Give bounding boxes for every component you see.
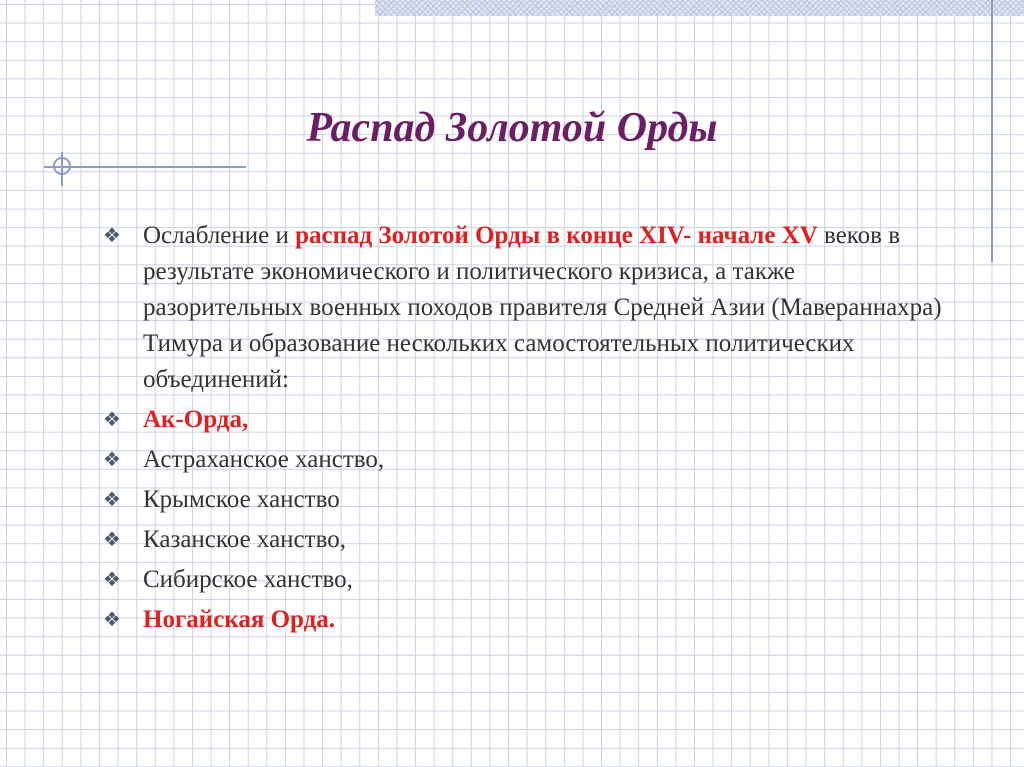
bullet-item-text: Ногайская Орда. [143,606,336,633]
bullet-item [103,562,943,598]
bullet-item [103,602,943,638]
bullet-list [103,218,943,642]
diamond-bullet-icon: ❖ [103,569,121,591]
top-pattern-band [375,0,1024,16]
intro-text-part3: веков в результате экономического и политического кризиса, а также разорительных военных походов правителя Средней Азии (Мавераннахра) Тимура и образование нескольких самостоятельных политических объединений: [143,222,942,393]
diamond-bullet-icon: ❖ [103,609,121,631]
bullet-item-text: Казанское ханство, [143,526,346,553]
decorative-circle-icon [53,157,71,175]
intro-text-part1: Ослабление и [143,222,296,249]
diamond-bullet-icon: ❖ [103,449,121,471]
bullet-item-text: Ак-Орда, [143,406,249,433]
bullet-intro [103,218,943,398]
slide-title: Распад Золотой Орды [306,105,718,151]
bullet-item [103,442,943,478]
bullet-item-text: Крымское ханство [143,486,340,513]
bullet-item [103,522,943,558]
intro-text [143,218,943,398]
decorative-horizontal-line [44,166,246,168]
diamond-bullet-icon: ❖ [103,489,121,511]
bullet-item [103,482,943,518]
intro-text-highlight: распад Золотой Орды в конце XIV- начале XV [295,222,818,249]
diamond-bullet-icon: ❖ [103,225,121,247]
bullet-item-text: Астраханское ханство, [143,446,385,473]
bullet-item-text: Сибирское ханство, [143,566,353,593]
diamond-bullet-icon: ❖ [103,529,121,551]
bullet-item [103,402,943,438]
diamond-bullet-icon: ❖ [103,409,121,431]
